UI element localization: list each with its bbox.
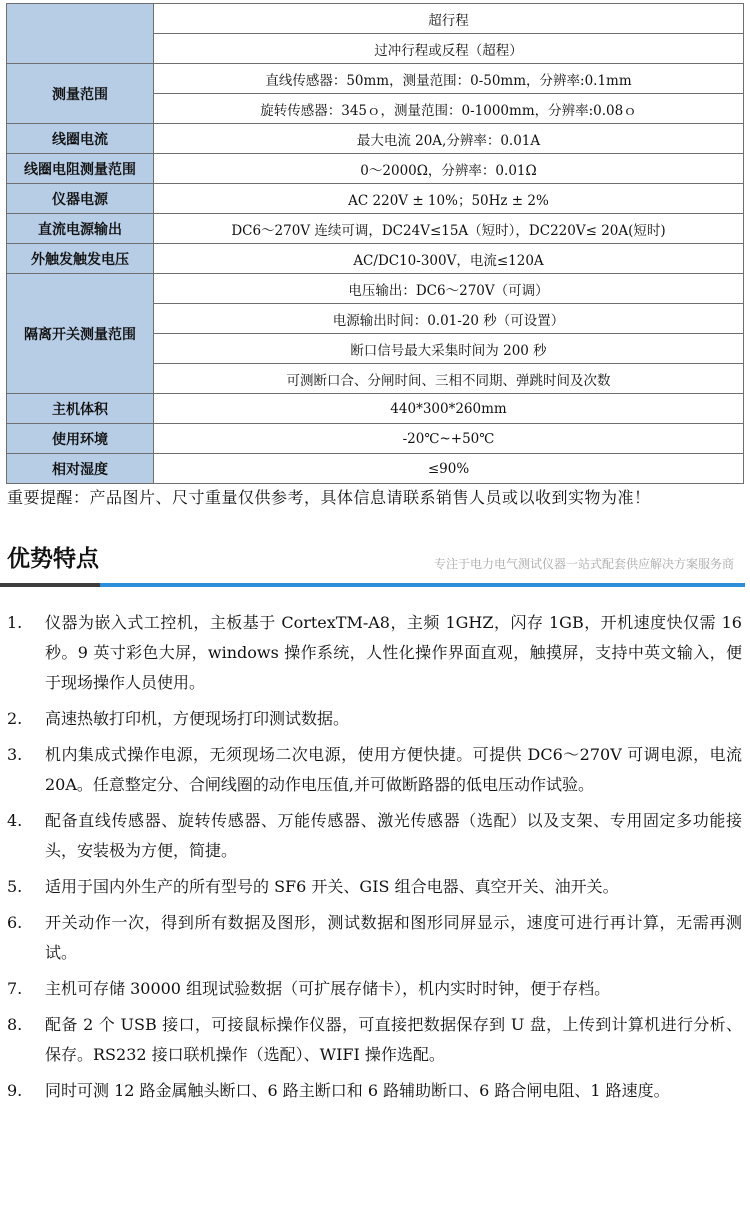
spec-row <box>7 424 744 454</box>
notice-text: 重要提醒：产品图片、尺寸重量仅供参考，具体信息请联系销售人员或以收到实物为准！ <box>7 488 651 507</box>
spec-label: 线圈电流 <box>7 124 154 154</box>
feature-text: 配备 2 个 USB 接口，可接鼠标操作仪器，可直接把数据保存到 U 盘，上传到计算机进行分析、保存。RS232 接口联机操作（选配）、WIFI 操作选配。 <box>45 1015 742 1064</box>
feature-item <box>0 872 750 902</box>
spec-row <box>7 154 744 184</box>
feature-text: 适用于国内外生产的所有型号的 SF6 开关、GIS 组合电器、真空开关、油开关。 <box>45 877 619 896</box>
spec-value: 旋转传感器：345ｏ，测量范围：0-1000mm，分辨率:0.08ｏ <box>154 94 744 124</box>
spec-row <box>7 124 744 154</box>
spec-value: 超行程 <box>154 4 744 34</box>
spec-label: 隔离开关测量范围 <box>7 274 154 394</box>
spec-row <box>7 184 744 214</box>
feature-item <box>0 1076 750 1106</box>
section-divider-blue <box>100 583 745 587</box>
spec-value: 电源输出时间：0.01-20 秒（可设置） <box>154 304 744 334</box>
feature-number: 6. <box>7 913 23 932</box>
spec-value: DC6～270V 连续可调，DC24V≤15A（短时），DC220V≤ 20A(短时) <box>154 214 744 244</box>
spec-value: 440*300*260mm <box>154 394 744 424</box>
feature-list <box>0 608 750 1112</box>
feature-number: 5. <box>7 877 23 896</box>
spec-label <box>7 4 154 64</box>
spec-row <box>7 64 744 94</box>
feature-text: 同时可测 12 路金属触头断口、6 路主断口和 6 路辅助断口、6 路合闸电阻、1 路速度。 <box>45 1081 670 1100</box>
spec-row <box>7 454 744 484</box>
feature-text: 主机可存储 30000 组现试验数据（可扩展存储卡），机内实时时钟，便于存档。 <box>45 979 611 998</box>
feature-text: 开关动作一次，得到所有数据及图形，测试数据和图形同屏显示，速度可进行再计算，无需再测试。 <box>45 913 742 962</box>
spec-label: 仪器电源 <box>7 184 154 214</box>
feature-item <box>0 704 750 734</box>
spec-value: 过冲行程或反程（超程） <box>154 34 744 64</box>
spec-row <box>7 274 744 304</box>
spec-table <box>6 3 744 484</box>
spec-value: 最大电流 20A,分辨率：0.01A <box>154 124 744 154</box>
feature-item <box>0 740 750 800</box>
spec-label: 相对湿度 <box>7 454 154 484</box>
section-tagline: 专注于电力电气测试仪器一站式配套供应解决方案服务商 <box>433 557 734 571</box>
spec-value: 电压输出：DC6～270V（可调） <box>154 274 744 304</box>
feature-number: 2. <box>7 709 23 728</box>
spec-value: 0～2000Ω，分辨率：0.01Ω <box>154 154 744 184</box>
spec-value: AC/DC10-300V，电流≤120A <box>154 244 744 274</box>
feature-item <box>0 806 750 866</box>
feature-item <box>0 1010 750 1070</box>
spec-label: 主机体积 <box>7 394 154 424</box>
spec-row <box>7 4 744 34</box>
feature-item <box>0 908 750 968</box>
spec-value: ≤90% <box>154 454 744 484</box>
feature-text: 仪器为嵌入式工控机，主板基于 CortexTM-A8，主频 1GHZ，闪存 1GB，开机速度快仅需 16 秒。9 英寸彩色大屏，windows 操作系统，人性化操作界面直观，触摸屏，支持中英文输入，便于现场操作人员使用。 <box>45 613 742 692</box>
feature-number: 4. <box>7 811 23 830</box>
spec-row <box>7 244 744 274</box>
spec-row <box>7 214 744 244</box>
feature-item <box>0 608 750 698</box>
section-divider-dark <box>0 583 100 587</box>
spec-value: -20℃~+50℃ <box>154 424 744 454</box>
section-title: 优势特点 <box>7 546 99 572</box>
feature-number: 7. <box>7 979 23 998</box>
spec-label: 使用环境 <box>7 424 154 454</box>
spec-label: 测量范围 <box>7 64 154 124</box>
spec-label: 直流电源输出 <box>7 214 154 244</box>
spec-value: 直线传感器：50mm，测量范围：0-50mm，分辨率:0.1mm <box>154 64 744 94</box>
feature-number: 9. <box>7 1081 23 1100</box>
feature-text: 配备直线传感器、旋转传感器、万能传感器、激光传感器（选配）以及支架、专用固定多功能接头，安装极为方便，简捷。 <box>45 811 742 860</box>
spec-value: 断口信号最大采集时间为 200 秒 <box>154 334 744 364</box>
feature-number: 1. <box>7 613 23 632</box>
feature-text: 机内集成式操作电源，无须现场二次电源，使用方便快捷。可提供 DC6～270V 可调电源，电流 20A。任意整定分、合闸线圈的动作电压值,并可做断路器的低电压动作试验。 <box>45 745 742 794</box>
spec-label: 线圈电阻测量范围 <box>7 154 154 184</box>
spec-table-body <box>7 4 744 484</box>
feature-text: 高速热敏打印机，方便现场打印测试数据。 <box>45 709 350 728</box>
spec-row <box>7 394 744 424</box>
feature-item <box>0 974 750 1004</box>
spec-label: 外触发触发电压 <box>7 244 154 274</box>
feature-number: 3. <box>7 745 23 764</box>
spec-value: AC 220V ± 10%；50Hz ± 2% <box>154 184 744 214</box>
feature-number: 8. <box>7 1015 23 1034</box>
spec-value: 可测断口合、分闸时间、三相不同期、弹跳时间及次数 <box>154 364 744 394</box>
